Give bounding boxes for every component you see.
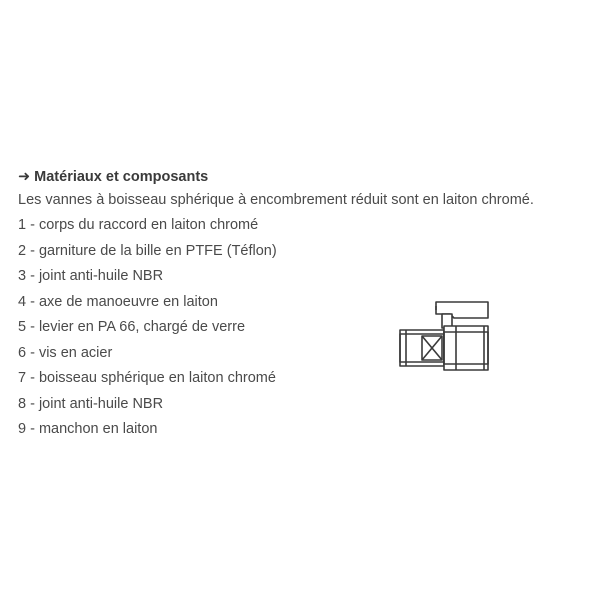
section-heading-text: Matériaux et composants: [34, 169, 209, 185]
intro-text: Les vannes à boisseau sphérique à encombrement réduit sont en laiton chromé.: [18, 192, 534, 208]
list-item: 8 - joint anti-huile NBR: [18, 395, 164, 412]
list-item: 2 - garniture de la bille en PTFE (Téflon): [18, 242, 277, 259]
materials-section: [18, 166, 588, 443]
list-item: 6 - vis en acier: [18, 344, 113, 361]
list-item: 1 - corps du raccord en laiton chromé: [18, 217, 259, 233]
ball-valve-diagram: [392, 296, 498, 372]
list-item: 9 - manchon en laiton: [18, 421, 158, 437]
list-item: 7 - boisseau sphérique en laiton chromé: [18, 370, 276, 386]
list-item: 3 - joint anti-huile NBR: [18, 268, 164, 284]
list-item: 4 - axe de manoeuvre en laiton: [18, 293, 218, 310]
components-list: [18, 213, 588, 443]
arrow-right-icon: ➜: [18, 169, 31, 185]
list-item: 5 - levier en PA 66, chargé de verre: [18, 319, 246, 335]
section-heading: [18, 166, 588, 188]
